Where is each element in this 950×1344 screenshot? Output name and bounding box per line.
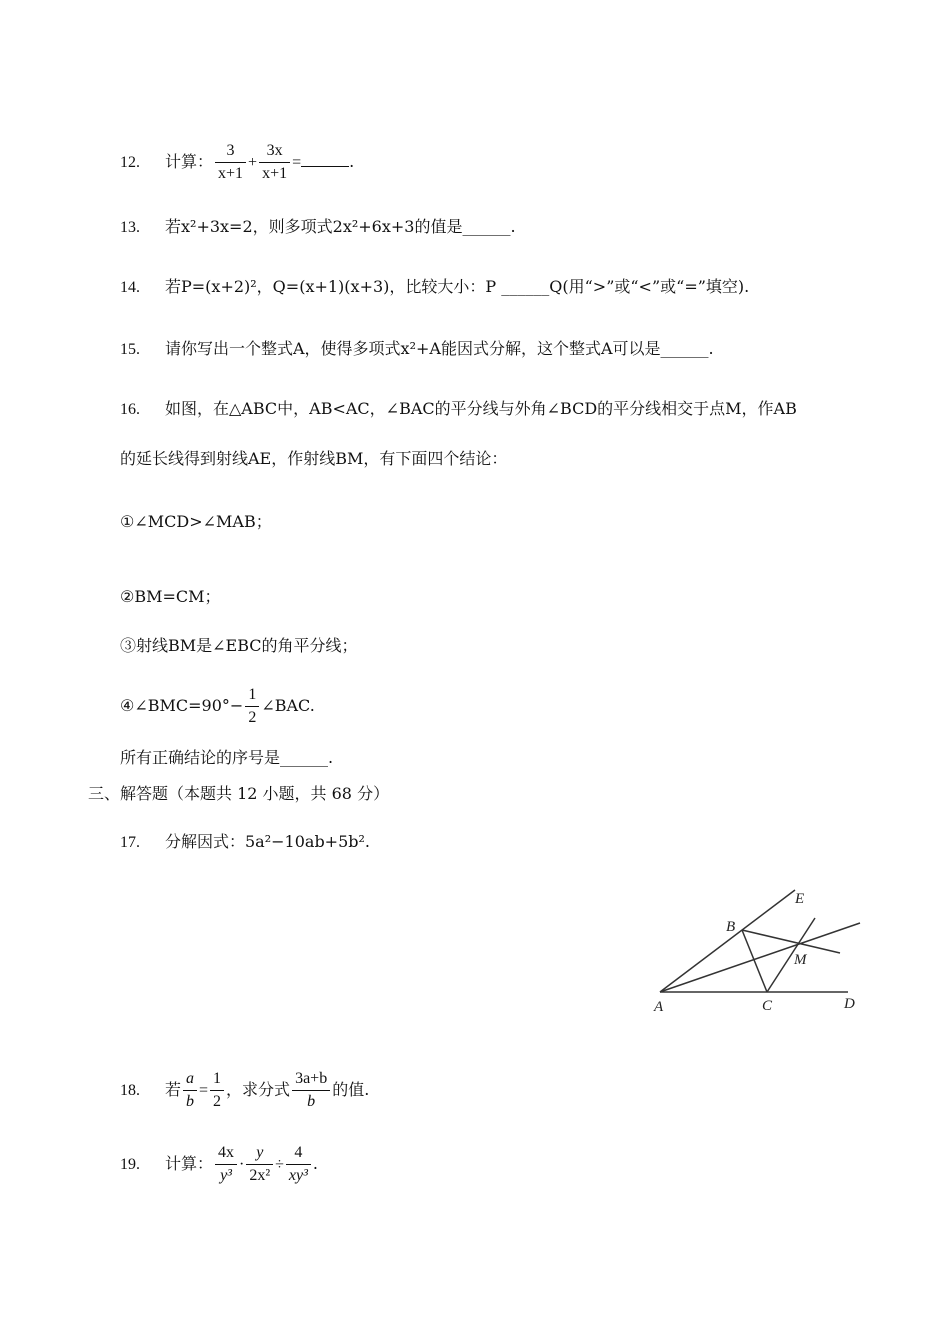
question-number: 13. (120, 219, 140, 236)
operator: = (199, 1082, 209, 1099)
numerator: 4x (215, 1142, 237, 1165)
label-D: D (844, 996, 855, 1012)
fraction (183, 1068, 197, 1113)
question-number: 16. (120, 401, 140, 418)
question-text: 若P=(x+2)²，Q=(x+1)(x+3)，比较大小：P ______Q(用“>”或“<”或“=”填空). (165, 277, 750, 296)
period: . (312, 1154, 319, 1173)
conclusion-text: ②BM=CM； (120, 587, 221, 606)
question-number: 19. (120, 1156, 140, 1173)
fraction (246, 1142, 273, 1187)
denominator: x+1 (262, 165, 288, 182)
fraction (245, 684, 259, 729)
question-text: 若x²+3x=2，则多项式2x²+6x+3的值是______. (165, 217, 516, 236)
ray-AE (660, 890, 795, 992)
conclusion-text: ∠BAC. (261, 696, 315, 715)
fraction (259, 140, 290, 185)
fraction (215, 1142, 237, 1187)
conclusion-2 (120, 585, 221, 609)
fraction (215, 140, 246, 185)
conclusion-1 (120, 510, 272, 534)
bisector-CM (767, 918, 815, 992)
numerator: y (246, 1142, 273, 1165)
label-M: M (794, 952, 807, 968)
denominator: 2 (213, 1093, 222, 1110)
question-16-ask (120, 746, 333, 770)
denominator: y³ (220, 1167, 232, 1184)
question-19 (120, 1142, 318, 1187)
question-number: 18. (120, 1082, 140, 1099)
conclusion-text: ④∠BMC=90°− (120, 696, 244, 715)
question-text: 所有正确结论的序号是______. (120, 748, 334, 767)
section-heading (88, 782, 389, 806)
question-label: 计算： (165, 152, 214, 171)
conclusion-4 (120, 684, 315, 729)
segment-BC (742, 930, 767, 992)
question-14 (120, 275, 749, 300)
conclusion-text: ③射线BM是∠EBC的角平分线； (120, 636, 358, 655)
denominator: b (186, 1093, 195, 1110)
numerator: 4 (286, 1142, 311, 1165)
label-C: C (762, 998, 773, 1014)
ray-BM (742, 930, 840, 953)
operator: · (239, 1156, 245, 1173)
numerator: 1 (245, 684, 259, 707)
numerator: 3x (259, 140, 290, 163)
conclusion-3 (120, 634, 358, 658)
denominator: xy³ (288, 1167, 308, 1184)
operator: + (248, 154, 258, 171)
question-label: 计算： (165, 1154, 214, 1173)
question-number: 15. (120, 341, 140, 358)
question-18 (120, 1068, 369, 1113)
operator: ÷ (275, 1156, 284, 1173)
numerator: 3 (215, 140, 246, 163)
question-text: 若 (165, 1080, 182, 1099)
question-text: 分解因式：5a²−10ab+5b². (165, 832, 371, 851)
operator: = (292, 154, 302, 171)
numerator: 1 (210, 1068, 224, 1091)
numerator: a (183, 1068, 197, 1091)
question-16-line2 (120, 447, 507, 471)
question-number: 12. (120, 154, 140, 171)
denominator: 2x² (249, 1167, 271, 1184)
question-17 (120, 830, 370, 855)
conclusion-text: ①∠MCD>∠MAB； (120, 512, 272, 531)
bisector-AM (660, 923, 860, 992)
question-text: ，求分式 (226, 1080, 291, 1099)
question-15 (120, 337, 714, 362)
denominator: 2 (248, 709, 257, 726)
label-E: E (795, 891, 805, 907)
fraction (210, 1068, 224, 1113)
denominator: b (307, 1093, 316, 1110)
question-number: 17. (120, 834, 140, 851)
fraction (292, 1068, 330, 1113)
fraction (286, 1142, 311, 1187)
question-text: 如图，在△ABC中，AB<AC，∠BAC的平分线与外角∠BCD的平分线相交于点M，作AB (165, 399, 797, 418)
period: . (349, 152, 355, 171)
section-title: 三、解答题（本题共 12 小题，共 68 分） (88, 784, 390, 803)
numerator: 3a+b (292, 1068, 330, 1091)
question-text: 的值. (332, 1080, 370, 1099)
denominator: x+1 (218, 165, 244, 182)
label-A: A (654, 999, 664, 1015)
question-12 (120, 140, 354, 185)
question-number: 14. (120, 279, 140, 296)
label-B: B (726, 919, 736, 935)
question-text: 的延长线得到射线AE，作射线BM，有下面四个结论： (120, 449, 508, 468)
question-13 (120, 215, 516, 240)
question-text: 请你写出一个整式A，使得多项式x²+A能因式分解，这个整式A可以是______. (165, 339, 714, 358)
geometry-figure (650, 880, 880, 1020)
question-16 (120, 397, 797, 422)
answer-blank (301, 152, 349, 167)
